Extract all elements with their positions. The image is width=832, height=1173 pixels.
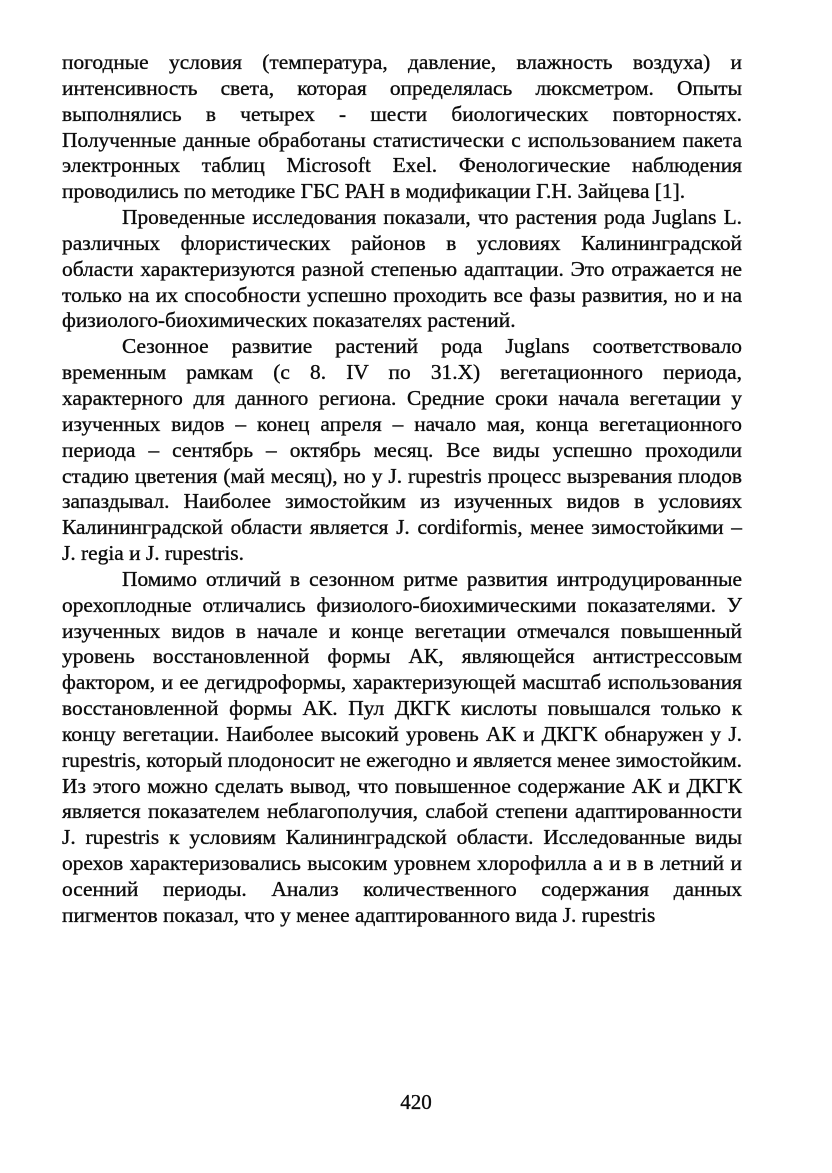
paragraph-1: погодные условия (температура, давление, влажность воздуха) и интенсивность света, которая определялась люксметром. Опыты выполнялись в четырех - шести биологических повторностях. Полученные данные обработаны статистически с использованием пакета электронных таблиц Microsoft Exel. Фенологические наблюдения проводились по методике ГБС РАН в модификации Г.Н. Зайцева [1]. [62,50,742,204]
page-body [62,50,742,929]
paragraph-3: Сезонное развитие растений рода Juglans соответствовало временным рамкам (с 8. IV по 31.X) вегетационного периода, характерного для данного региона. Средние сроки начала вегетации у изученных видов – конец апреля – начало мая, конца вегетационного периода – сентябрь – октябрь месяц. Все виды успешно проходили стадию цветения (май месяц), но у J. rupestris процесс вызревания плодов запаздывал. Наиболее зимостойким из изученных видов в условиях Калининградской области является J. cordiformis, менее зимостойкими – J. regia и J. rupestris. [62,334,742,566]
paragraph-4: Помимо отличий в сезонном ритме развития интродуцированные орехоплодные отличались физиолого-биохимическими показателями. У изученных видов в начале и конце вегетации отмечался повышенный уровень восстановленной формы АК, являющейся антистрессовым фактором, и ее дегидроформы, характеризующей масштаб использования восстановленной формы АК. Пул ДКГК кислоты повышался только к концу вегетации. Наиболее высокий уровень АК и ДКГК обнаружен у J. rupestris, который плодоносит не ежегодно и является менее зимостойким. Из этого можно сделать вывод, что повышенное содержание АК и ДКГК является показателем неблагополучия, слабой степени адаптированности J. rupestris к условиям Калининградской области. Исследованные виды орехов характеризовались высоким уровнем хлорофилла а и в в летний и осенний периоды. Анализ количественного содержания данных пигментов показал, что у менее адаптированного вида J. rupestris [62,566,742,927]
page-number: 420 [400,1090,432,1114]
paragraph-2: Проведенные исследования показали, что растения рода Juglans L. различных флористических районов в условиях Калининградской области характеризуются разной степенью адаптации. Это отражается не только на их способности успешно проходить все фазы развития, но и на физиолого-биохимических показателях растений. [62,205,742,333]
